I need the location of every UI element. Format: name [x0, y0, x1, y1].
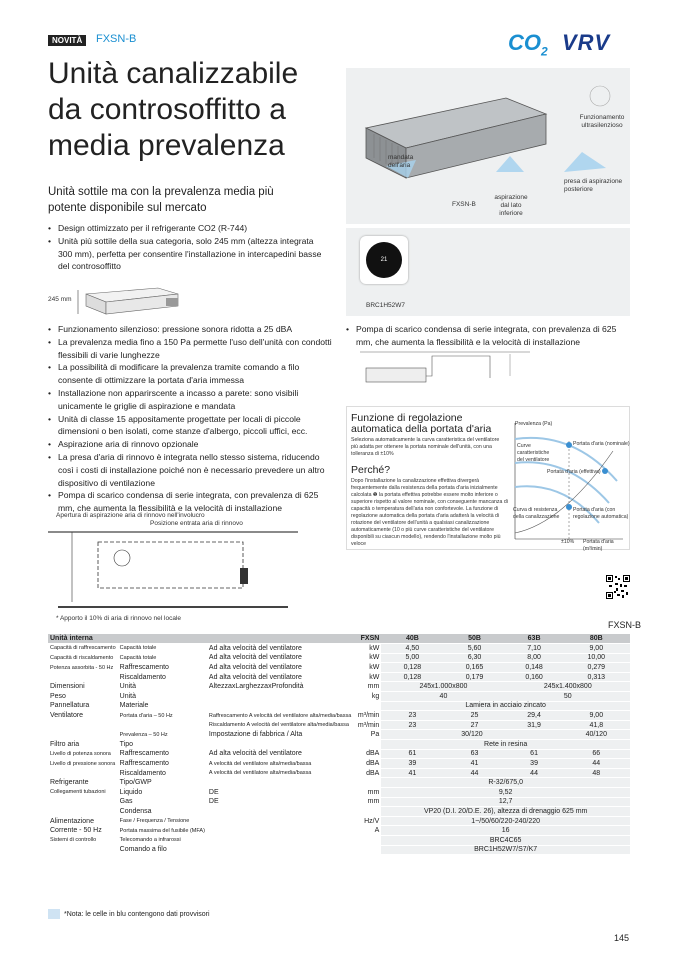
table-cell: AltezzaxLarghezzaxProfondità	[207, 682, 353, 692]
table-cell: BRC1H52W7/S7/K7	[381, 845, 630, 855]
table-cell	[353, 845, 381, 855]
page-title: Unità canalizzabile da controsoffitto a media prevalenza	[48, 57, 299, 162]
table-cell: Telecomando a infrarossi	[118, 835, 207, 845]
fresh-air-diagram	[48, 522, 298, 612]
table-cell: 0,148	[506, 663, 563, 673]
table-cell: 0,313	[563, 672, 630, 682]
table-cell: VP20 (D.I. 20/D.E. 26), altezza di drenaggio 625 mm	[381, 807, 630, 817]
table-cell	[48, 845, 118, 855]
table-row	[48, 711, 630, 721]
table-cell: 44	[443, 768, 505, 778]
table-cell	[207, 835, 353, 845]
table-cell: Capacità totale	[118, 653, 207, 663]
table-cell: Pa	[353, 730, 381, 740]
table-cell: A velocità del ventilatore alta/media/bassa	[207, 759, 353, 769]
table-row	[48, 759, 630, 769]
list-item: • La prevalenza media fino a 150 Pa permette l'uso dell'unità con condotti flessibili di varie lunghezze	[48, 336, 332, 362]
table-cell: Ventilatore	[48, 711, 118, 721]
graph-x-label: Portata d'aria (m³/min)	[583, 539, 614, 552]
table-cell	[207, 816, 353, 826]
table-cell: m³/min	[353, 720, 381, 730]
table-cell: 7,10	[506, 644, 563, 654]
table-cell: 29,4	[506, 711, 563, 721]
table-cell: 30/120	[381, 730, 562, 740]
table-cell	[353, 740, 381, 750]
table-cell: Alimentazione	[48, 816, 118, 826]
table-cell: Peso	[48, 692, 118, 702]
table-cell: Collegamenti tubazioni	[48, 788, 118, 798]
graph-tolerance: ±10%	[561, 539, 575, 545]
table-cell: A	[353, 826, 381, 836]
table-cell: 63	[443, 749, 505, 759]
table-cell	[48, 672, 118, 682]
graph-auto-label: Portata d'aria (con regolazione automatica)	[573, 507, 629, 520]
table-cell: 245x1.400x800	[506, 682, 630, 692]
table-cell: Ad alta velocità del ventilatore	[207, 672, 353, 682]
table-cell: Unità	[118, 682, 207, 692]
table-cell: Raffrescamento	[118, 749, 207, 759]
table-cell	[353, 807, 381, 817]
table-cell: kW	[353, 644, 381, 654]
product-model-label: FXSN-B	[452, 201, 476, 208]
table-cell: 5,00	[381, 653, 443, 663]
table-cell: 41,8	[563, 720, 630, 730]
table-cell: 41	[381, 768, 443, 778]
right-bullet	[346, 323, 630, 349]
table-cell: mm	[353, 682, 381, 692]
table-cell: Portata d'aria – 50 Hz	[118, 711, 207, 721]
table-cell: 25	[443, 711, 505, 721]
controller-display: 21	[366, 242, 402, 278]
table-header-cell: 40B	[381, 634, 443, 644]
product-image-panel	[346, 68, 630, 224]
table-cell: 27	[443, 720, 505, 730]
table-cell	[207, 701, 353, 711]
table-cell	[48, 797, 118, 807]
table-header-cell: FXSN	[353, 634, 381, 644]
table-cell: 9,52	[381, 788, 630, 798]
table-cell: Tipo/GWP	[118, 778, 207, 788]
graph-resistance-label: Curva di resistenza della canalizzazione	[513, 507, 560, 520]
list-item: • La presa d'aria di rinnovo è integrata nello stesso sistema, riducendo così i costi di installazione poiché non è necessario prevedere un altro dispositivo di ventilazione	[48, 451, 332, 489]
auto-airflow-box	[346, 406, 630, 550]
list-item: • Installazione non apparirscente a incasso a parete: sono visibili unicamente le griglie di aspirazione e mandata	[48, 387, 332, 413]
supply-label: mandata dell'aria	[388, 154, 414, 169]
main-bullets	[48, 323, 332, 515]
list-item: • Funzionamento silenzioso: pressione sonora ridotta a 25 dBA	[48, 323, 332, 336]
table-cell: 0,160	[506, 672, 563, 682]
list-item: • La possibilità di modificare la prevalenza tramite comando a filo consente di ottimizzare la portata d'aria immessa	[48, 361, 332, 387]
blue-cell-swatch	[48, 909, 60, 919]
table-header-cell: 63B	[506, 634, 563, 644]
table-cell	[48, 807, 118, 817]
table-cell: 0,165	[443, 663, 505, 673]
table-cell: Tipo	[118, 740, 207, 750]
table-cell	[353, 701, 381, 711]
provisional-note	[48, 909, 210, 919]
table-cell: Materiale	[118, 701, 207, 711]
table-cell: Condensa	[118, 807, 207, 817]
table-cell: Riscaldamento	[118, 672, 207, 682]
table-cell: 48	[563, 768, 630, 778]
table-cell: mm	[353, 797, 381, 807]
table-cell: 39	[381, 759, 443, 769]
table-cell	[118, 720, 207, 730]
intake-rear-label: presa di aspirazione posteriore	[564, 178, 623, 193]
table-header-cell: 50B	[443, 634, 505, 644]
table-cell: 8,00	[506, 653, 563, 663]
table-row	[48, 797, 630, 807]
list-item: • Pompa di scarico condensa di serie integrata, con prevalenza di 625 mm, che aumenta la flessibilità e la velocità di installazione	[48, 489, 332, 515]
table-cell: 44	[563, 759, 630, 769]
table-cell: DE	[207, 788, 353, 798]
table-cell: Ad alta velocità del ventilatore	[207, 663, 353, 673]
table-cell: 1~/50/60/220-240/220	[381, 816, 630, 826]
table-header-row	[48, 634, 630, 644]
table-cell: DE	[207, 797, 353, 807]
table-row	[48, 720, 630, 730]
page-number: 145	[614, 933, 630, 943]
list-item: • Design ottimizzato per il refrigerante CO2 (R-744)	[48, 222, 330, 235]
table-cell: 10,00	[563, 653, 630, 663]
list-item: • Unità più sottile della sua categoria, solo 245 mm (altezza integrata 300 mm), perfetta per consentire l'installazione in intercapedini basse del controsoffitto	[48, 235, 330, 273]
graph-curves-label: Curve caratteristiche del ventilatore	[517, 443, 550, 463]
table-row	[48, 807, 630, 817]
table-cell: kW	[353, 663, 381, 673]
table-cell: Rete in resina	[381, 740, 630, 750]
new-badge: NOVITÀ	[48, 35, 86, 46]
table-cell: 39	[506, 759, 563, 769]
table-cell: Lamiera in acciaio zincato	[381, 701, 630, 711]
table-cell: Raffrescamento A velocità del ventilatore alta/media/bassa	[208, 712, 352, 719]
table-cell: Prevalenza – 50 Hz	[118, 730, 207, 740]
table-cell: Raffrescamento	[118, 663, 207, 673]
table-cell: 61	[381, 749, 443, 759]
table-cell: 0,128	[381, 672, 443, 682]
table-cell: 245x1.000x800	[381, 682, 505, 692]
table-cell: dBA	[353, 759, 381, 769]
table-cell: dBA	[353, 768, 381, 778]
table-cell: Ad alta velocità del ventilatore	[207, 644, 353, 654]
table-cell	[207, 807, 353, 817]
table-cell: Capacità di raffrescamento	[50, 645, 116, 652]
quiet-label: Funzionamento ultrasilenzioso	[579, 114, 625, 129]
dimension-label: 245 mm	[48, 296, 72, 303]
table-cell	[207, 740, 353, 750]
table-row	[48, 692, 630, 702]
table-row	[48, 740, 630, 750]
table-cell: 0,128	[381, 663, 443, 673]
table-cell: 0,179	[443, 672, 505, 682]
table-cell	[207, 845, 353, 855]
table-row	[48, 682, 630, 692]
table-row	[48, 835, 630, 845]
table-cell: Comando a filo	[118, 845, 207, 855]
table-row	[48, 701, 630, 711]
table-cell: 50	[506, 692, 630, 702]
page-subtitle: Unità sottile ma con la prevalenza media più potente disponibile sul mercato	[48, 186, 274, 214]
table-cell: Impostazione di fabbrica / Alta	[207, 730, 353, 740]
table-row	[48, 826, 630, 836]
table-cell	[353, 835, 381, 845]
table-cell: 9,00	[563, 644, 630, 654]
table-cell: 40/120	[563, 730, 630, 740]
table-cell	[48, 720, 118, 730]
table-cell: Liquido	[118, 788, 207, 798]
list-item: • Unità di classe 15 appositamente progettate per locali di piccole dimensioni o ben isolati, come stanze d'albergo, piccoli uffici, ecc.	[48, 413, 332, 439]
table-cell	[48, 730, 118, 740]
table-cell	[207, 778, 353, 788]
table-row	[48, 644, 630, 654]
table-cell: kW	[353, 653, 381, 663]
controller-panel	[346, 228, 630, 316]
vrv-logo: VRV	[562, 30, 611, 55]
table-cell: m³/min	[353, 711, 381, 721]
airflow-graph	[513, 411, 629, 547]
table-cell	[207, 826, 353, 836]
table-cell: Livello di potenza sonora	[48, 749, 118, 759]
note-text: *Nota: le celle in blu contengono dati provvisori	[64, 910, 210, 918]
graph-effective-label: Portata d'aria (effettiva)	[547, 469, 601, 475]
table-row	[48, 663, 630, 673]
fresh-air-title: Apertura di aspirazione aria di rinnovo nell'involucro	[56, 512, 205, 519]
controller-image	[360, 236, 408, 284]
table-row	[48, 778, 630, 788]
table-cell: 44	[506, 768, 563, 778]
table-row	[48, 749, 630, 759]
graph-y-label: Prevalenza (Pa)	[515, 421, 553, 427]
table-cell: BRC4C65	[381, 835, 630, 845]
table-header-cell: 80B	[563, 634, 630, 644]
table-cell: A velocità del ventilatore alta/media/bassa	[207, 768, 353, 778]
table-cell: Potenza assorbita - 50 Hz	[48, 663, 118, 673]
table-cell: Capacità di riscaldamento	[48, 653, 118, 663]
table-cell: 16	[381, 826, 630, 836]
model-label: FXSN-B	[96, 33, 137, 45]
table-cell: Corrente - 50 Hz	[48, 826, 118, 836]
table-cell: Capacità totale	[118, 644, 207, 654]
table-row	[48, 845, 630, 855]
table-cell: 41	[443, 759, 505, 769]
top-bullets	[48, 222, 330, 273]
table-cell	[207, 692, 353, 702]
list-item: • Aspirazione aria di rinnovo opzionale	[48, 438, 332, 451]
list-item: • Pompa di scarico condensa di serie integrata, con prevalenza di 625 mm, che aumenta la flessibilità e la velocità di installazione	[346, 323, 630, 349]
table-row	[48, 653, 630, 663]
table-cell: Filtro aria	[48, 740, 118, 750]
table-cell: 61	[506, 749, 563, 759]
table-cell: kW	[353, 672, 381, 682]
table-cell: 23	[381, 720, 443, 730]
table-cell: Refrigerante	[48, 778, 118, 788]
table-cell: Pannellatura	[48, 701, 118, 711]
table-cell: Ad alta velocità del ventilatore	[207, 653, 353, 663]
table-cell: Dimensioni	[48, 682, 118, 692]
controller-label: BRC1H52W7	[366, 302, 406, 309]
table-cell: Riscaldamento	[118, 768, 207, 778]
qr-label: FXSN-B	[608, 620, 642, 630]
table-cell: Sistemi di controllo	[48, 835, 118, 845]
table-cell: Portata massima del fusibile (MFA)	[119, 827, 205, 834]
table-cell: 5,60	[443, 644, 505, 654]
table-cell	[48, 768, 118, 778]
drain-pump-diagram	[360, 348, 530, 398]
why-text: Dopo l'installazione la canalizzazione effettiva divergerà frequentemente dalla resistenza della portata d'aria inizialmente calcolata ❶ la portata effettiva potrebbe essere molto inferiore o superiore rispetto al valore nominale, con conseguente mancanza di capacità o temperatura dell'aria non confortevole. La funzione di regolazione automatica della portata d'aria adatterà la velocità di rotazione del ventilatore dell'unità a qualsiasi canalizzazione automaticamente (10 o più curve caratteristiche del ventilatore disponibili su ciascun modello), rendendo l'installazione molto più veloce	[351, 478, 508, 547]
table-row	[48, 768, 630, 778]
table-cell: Livello di pressione sonora	[48, 759, 118, 769]
table-row	[48, 816, 630, 826]
qr-code[interactable]	[606, 575, 630, 599]
table-cell: Riscaldamento A velocità del ventilatore alta/media/bassa	[207, 720, 353, 730]
table-cell: 31,9	[506, 720, 563, 730]
why-heading: Perché?	[351, 464, 391, 476]
graph-nominal-label: Portata d'aria (nominale)	[573, 441, 630, 447]
table-cell: Gas	[118, 797, 207, 807]
fresh-air-footnote: * Apporto il 10% di aria di rinnovo nel locale	[56, 615, 182, 622]
auto-airflow-text: Seleziona automaticamente la curva caratteristica del ventilatore più adatta per ottenere la portata nominale dell'unità, con una tolleranza di ±10%	[351, 437, 500, 457]
auto-airflow-title: Funzione di regolazione automatica della portata d'aria	[351, 412, 492, 435]
co2-logo: $CO_2$	[508, 30, 548, 59]
table-cell	[353, 778, 381, 788]
fresh-air-position: Posizione entrata aria di rinnovo	[150, 520, 243, 527]
table-cell: 6,30	[443, 653, 505, 663]
table-cell: 40	[381, 692, 505, 702]
table-row	[48, 672, 630, 682]
unit-illustration	[346, 68, 630, 224]
table-cell: 9,00	[563, 711, 630, 721]
table-cell: 4,50	[381, 644, 443, 654]
table-cell: 23	[381, 711, 443, 721]
table-cell: kg	[353, 692, 381, 702]
table-cell: 12,7	[381, 797, 630, 807]
specs-table	[48, 634, 630, 855]
table-row	[48, 788, 630, 798]
table-row	[48, 730, 630, 740]
table-cell: Fase / Frequenza / Tensione	[118, 816, 207, 826]
table-cell: Ad alta velocità del ventilatore	[207, 749, 353, 759]
table-cell: 0,279	[563, 663, 630, 673]
intake-bottom-label: aspirazione dal lato inferiore	[494, 194, 528, 217]
table-cell: Hz/V	[353, 816, 381, 826]
table-cell: Raffrescamento	[118, 759, 207, 769]
table-header-cell: Unità interna	[48, 634, 353, 644]
table-cell: 66	[563, 749, 630, 759]
table-cell: mm	[353, 788, 381, 798]
table-cell: dBA	[353, 749, 381, 759]
table-cell: Unità	[118, 692, 207, 702]
table-cell: R-32/675,0	[381, 778, 630, 788]
